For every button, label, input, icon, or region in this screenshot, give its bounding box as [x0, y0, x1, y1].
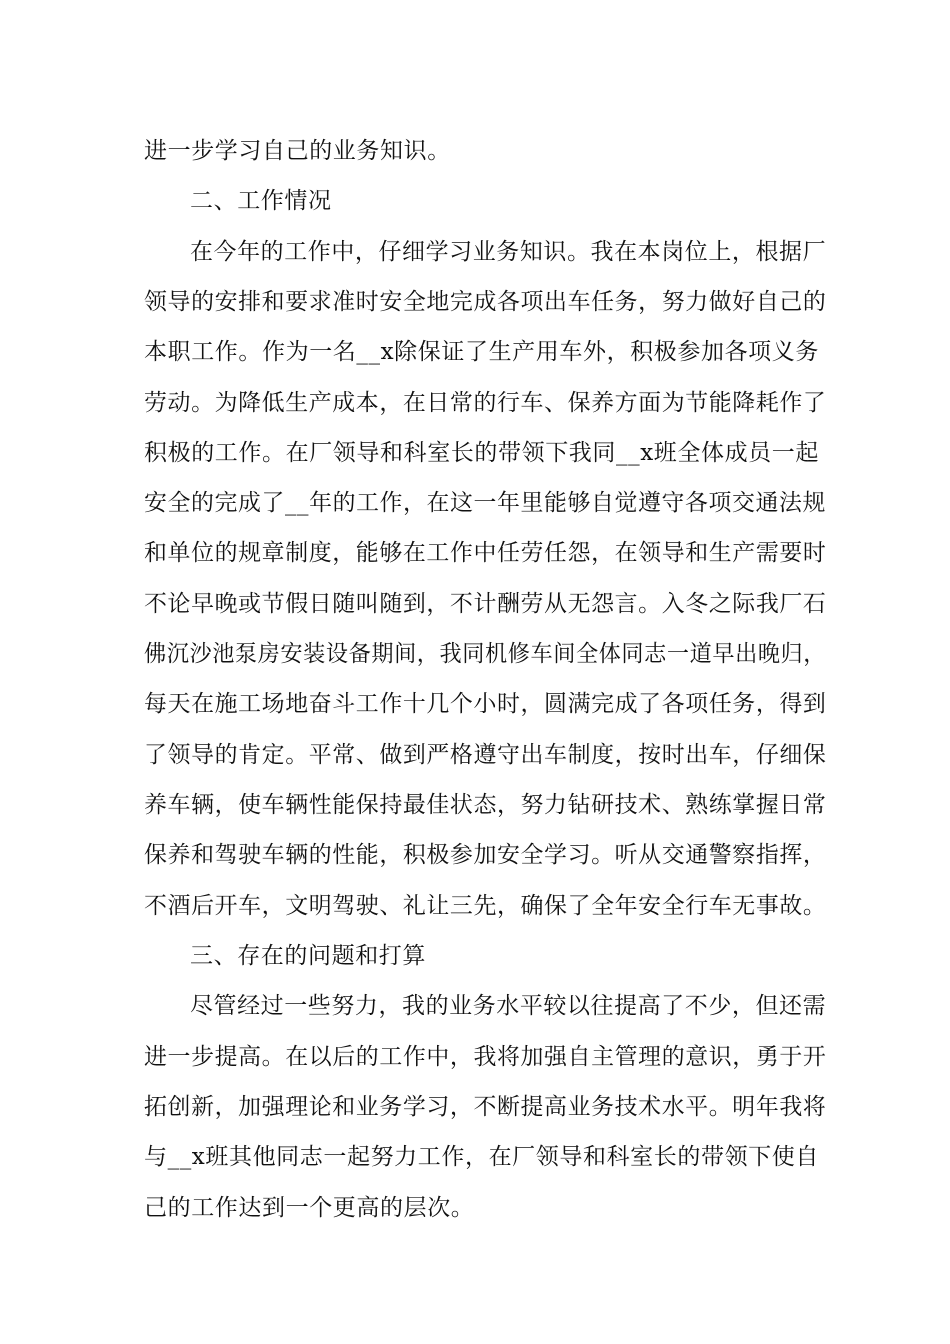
paragraph-line: 领导的安排和要求准时安全地完成各项出车任务，努力做好自己的: [144, 289, 827, 315]
section-heading-work-situation: 二、工作情况: [190, 188, 332, 214]
paragraph-line: 安全的完成了__年的工作，在这一年里能够自觉遵守各项交通法规: [144, 490, 826, 516]
paragraph-line: 己的工作达到一个更高的层次。: [144, 1195, 475, 1221]
paragraph-line: 进一步提高。在以后的工作中，我将加强自主管理的意识，勇于开: [144, 1044, 827, 1070]
paragraph-line: 了领导的肯定。平常、做到严格遵守出车制度，按时出车，仔细保: [144, 742, 827, 768]
paragraph-line: 不酒后开车，文明驾驶、礼让三先，确保了全年安全行车无事故。: [144, 893, 827, 919]
paragraph-line: 每天在施工场地奋斗工作十几个小时，圆满完成了各项任务，得到: [144, 691, 827, 717]
paragraph-line: 积极的工作。在厂领导和科室长的带领下我同__x班全体成员一起: [144, 440, 819, 466]
paragraph-line: 本职工作。作为一名__x除保证了生产用车外，积极参加各项义务: [144, 339, 819, 365]
paragraph-continuation-line: 进一步学习自己的业务知识。: [144, 138, 451, 164]
paragraph-line: 与__x班其他同志一起努力工作，在厂领导和科室长的带领下使自: [144, 1144, 819, 1170]
paragraph-line: 拓创新，加强理论和业务学习，不断提高业务技术水平。明年我将: [144, 1094, 827, 1120]
paragraph-line: 养车辆，使车辆性能保持最佳状态，努力钻研技术、熟练掌握日常: [144, 792, 827, 818]
paragraph-line: 不论早晚或节假日随叫随到，不计酬劳从无怨言。入冬之际我厂石: [144, 591, 827, 617]
paragraph-line: 在今年的工作中，仔细学习业务知识。我在本岗位上，根据厂: [190, 239, 827, 265]
paragraph-line: 和单位的规章制度，能够在工作中任劳任怨，在领导和生产需要时: [144, 540, 827, 566]
paragraph-line: 尽管经过一些努力，我的业务水平较以往提高了不少，但还需: [190, 993, 827, 1019]
paragraph-line: 劳动。为降低生产成本，在日常的行车、保养方面为节能降耗作了: [144, 390, 827, 416]
paragraph-line: 佛沉沙池泵房安装设备期间，我同机修车间全体同志一道早出晚归，: [144, 641, 827, 667]
paragraph-line: 保养和驾驶车辆的性能，积极参加安全学习。听从交通警察指挥，: [144, 842, 827, 868]
section-heading-problems-and-plans: 三、存在的问题和打算: [190, 943, 426, 969]
